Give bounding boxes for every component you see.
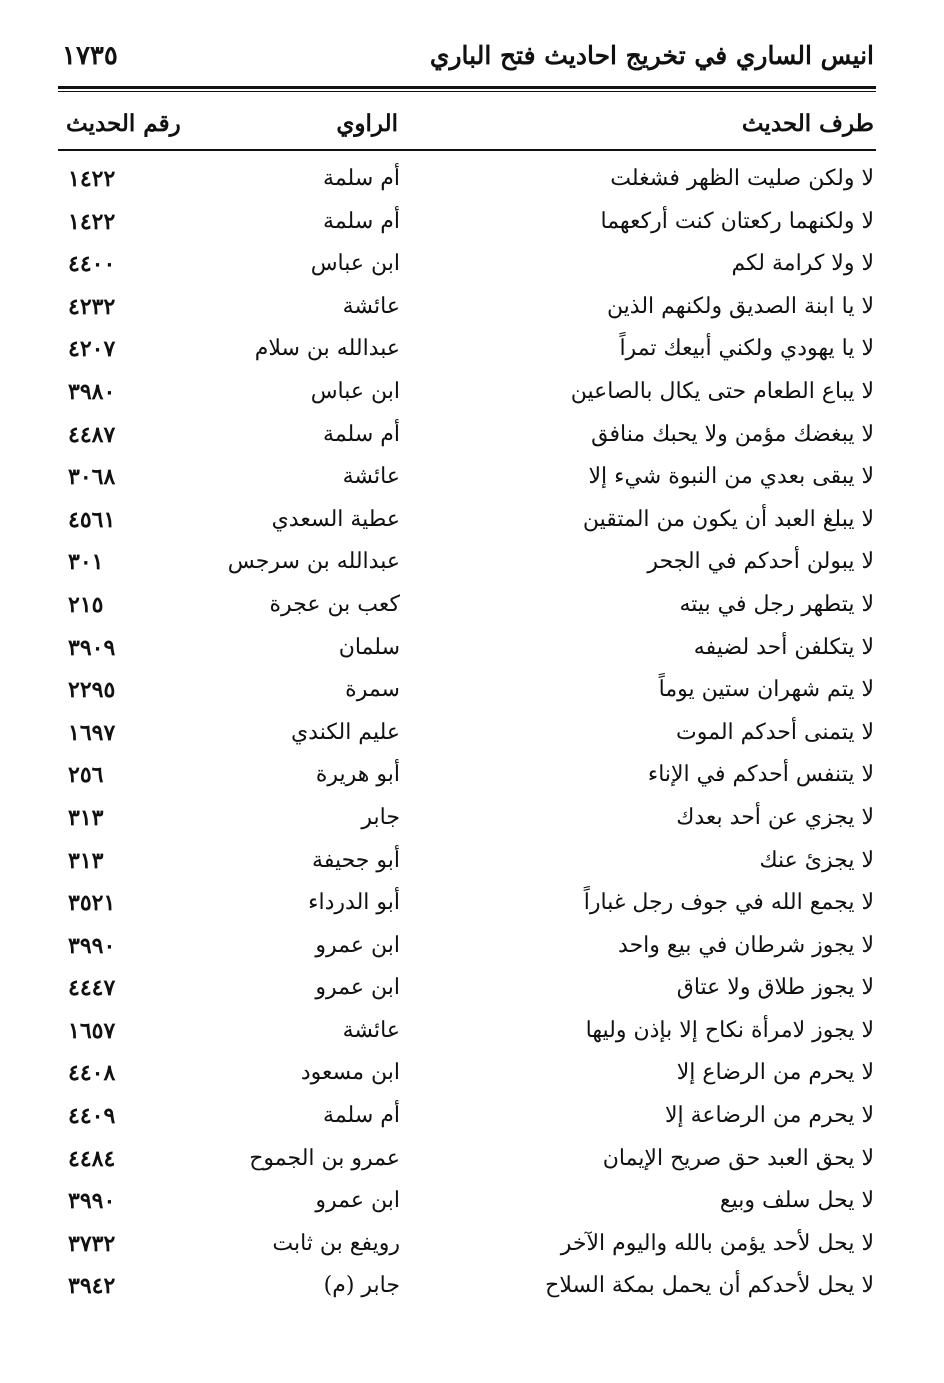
narrator: أم سلمة (323, 421, 400, 447)
narrator: أبو جحيفة (312, 847, 400, 873)
hadith-number: ١٦٩٧ (68, 719, 116, 746)
table-row (0, 1052, 944, 1095)
table-row (0, 456, 944, 499)
narrator: رويفع بن ثابت (272, 1230, 400, 1256)
table-row (0, 584, 944, 627)
narrator: أم سلمة (323, 208, 400, 234)
hadith-number: ٢١٥ (68, 591, 104, 618)
hadith-number: ٣١٣ (68, 847, 104, 874)
hadith-number: ٤٥٦١ (68, 506, 116, 533)
hadith-phrase: لا يباع الطعام حتى يكال بالصاعين (570, 378, 874, 404)
table-row (0, 1223, 944, 1266)
hadith-phrase: لا يجزي عن أحد بعدك (676, 804, 874, 830)
hadith-phrase: لا يتنفس أحدكم في الإناء (647, 762, 874, 788)
hadith-phrase: لا يحرم من الرضاعة إلا (664, 1103, 874, 1129)
hadith-number: ١٤٢٢ (68, 208, 116, 235)
hadith-phrase: لا يحل لأحدكم أن يحمل بمكة السلاح (545, 1273, 874, 1299)
hadith-phrase: لا يجوز شرطان في بيع واحد (618, 932, 874, 958)
hadith-phrase: لا يبولن أحدكم في الجحر (647, 549, 874, 575)
hadith-phrase: لا يحل سلف وبيع (719, 1188, 874, 1214)
hadith-phrase: لا يتمنى أحدكم الموت (676, 719, 874, 745)
narrator: عليم الكندي (290, 719, 400, 745)
hadith-phrase: لا ولكن صليت الظهر فشغلت (610, 166, 874, 191)
table-row (0, 1010, 944, 1053)
column-header-rule (58, 149, 876, 151)
hadith-number: ٣٧٣٢ (68, 1230, 116, 1257)
hadith-number: ٣٩٠٩ (68, 634, 116, 661)
hadith-phrase: لا يبلغ العبد أن يكون من المتقين (582, 506, 874, 532)
hadith-number: ٤٤٨٧ (68, 421, 116, 448)
narrator: أم سلمة (323, 166, 400, 191)
table-row (0, 1138, 944, 1181)
table-row (0, 243, 944, 286)
hadith-phrase: لا يجزئ عنك (759, 847, 874, 873)
page-number: ١٧٣٥ (62, 41, 118, 71)
hadith-number: ٣٩٨٠ (68, 378, 116, 405)
table-row (0, 669, 944, 712)
table-row (0, 1180, 944, 1223)
table-row (0, 499, 944, 542)
hadith-number: ٣١٣ (68, 804, 104, 831)
narrator: عائشة (342, 1017, 400, 1043)
hadith-phrase: لا يا ابنة الصديق ولكنهم الذين (606, 293, 874, 319)
hadith-phrase: لا يا يهودي ولكني أبيعك تمراً (619, 336, 874, 362)
narrator: أبو الدرداء (308, 890, 400, 916)
narrator: عمرو بن الجموح (249, 1145, 400, 1171)
hadith-number: ٤٤٠٠ (68, 251, 116, 278)
hadith-phrase: لا ولكنهما ركعتان كنت أركعهما (600, 208, 874, 234)
hadith-phrase: لا يتكلفن أحد لضيفه (693, 634, 874, 660)
narrator: ابن عمرو (315, 932, 400, 958)
narrator: ابن عمرو (315, 1188, 400, 1214)
narrator: عطية السعدي (271, 506, 400, 532)
narrator: سلمان (338, 634, 400, 660)
table-row (0, 882, 944, 925)
table-row (0, 414, 944, 457)
hadith-phrase: لا يتم شهران ستين يوماً (658, 677, 874, 703)
hadith-number: ٤٢٠٧ (68, 336, 116, 363)
narrator: ابن عباس (310, 378, 400, 404)
table-row (0, 967, 944, 1010)
table-row (0, 286, 944, 329)
narrator: عائشة (342, 293, 400, 319)
narrator: عبدالله بن سرجس (227, 549, 400, 575)
column-header-hadith: طرف الحديث (741, 110, 874, 137)
table-row (0, 797, 944, 840)
column-header-number: رقم الحديث (66, 110, 181, 137)
hadith-number: ٣٠٦٨ (68, 464, 116, 491)
narrator: عائشة (342, 464, 400, 490)
hadith-phrase: لا يحرم من الرضاع إلا (676, 1060, 874, 1086)
table-row (0, 1265, 944, 1308)
narrator: ابن عباس (310, 251, 400, 277)
table-row (0, 371, 944, 414)
hadith-number: ٤٤٠٨ (68, 1060, 116, 1087)
hadith-number: ٣٥٢١ (68, 890, 116, 917)
narrator: أبو هريرة (315, 762, 400, 788)
table-row (0, 754, 944, 797)
narrator: أم سلمة (323, 1103, 400, 1129)
table-row (0, 1095, 944, 1138)
hadith-phrase: لا يحق العبد حق صريح الإيمان (602, 1145, 874, 1171)
table-row (0, 925, 944, 968)
running-header (62, 34, 874, 78)
table-row (0, 840, 944, 883)
narrator: عبدالله بن سلام (254, 336, 400, 362)
hadith-phrase: لا يبقى بعدي من النبوة شيء إلا (588, 464, 874, 490)
hadith-number: ٤٢٣٢ (68, 293, 116, 320)
table-row (0, 158, 944, 201)
hadith-number: ٢٥٦ (68, 762, 104, 789)
header-rule (58, 86, 876, 92)
table-row (0, 627, 944, 670)
book-title: انيس الساري في تخريج احاديث فتح الباري (429, 41, 874, 70)
hadith-number: ٣٩٤٢ (68, 1273, 116, 1300)
hadith-number: ٣٠١ (68, 549, 104, 576)
hadith-phrase: لا ولا كرامة لكم (731, 251, 874, 277)
narrator: كعب بن عجرة (269, 591, 400, 617)
narrator: جابر (م) (323, 1273, 400, 1299)
hadith-number: ٣٩٩٠ (68, 1188, 116, 1215)
hadith-number: ٢٢٩٥ (68, 677, 116, 704)
hadith-phrase: لا يجوز لامرأة نكاح إلا بإذن وليها (585, 1017, 874, 1043)
narrator: ابن مسعود (300, 1060, 400, 1086)
hadith-index-table (0, 158, 944, 1308)
hadith-number: ٣٩٩٠ (68, 932, 116, 959)
table-row (0, 201, 944, 244)
hadith-phrase: لا يجوز طلاق ولا عتاق (676, 975, 874, 1001)
column-header-narrator: الراوي (336, 110, 398, 137)
narrator: سمرة (345, 677, 400, 703)
hadith-number: ٤٤٨٤ (68, 1145, 116, 1172)
table-row (0, 541, 944, 584)
narrator: ابن عمرو (315, 975, 400, 1001)
narrator: جابر (361, 804, 400, 830)
table-row (0, 712, 944, 755)
hadith-number: ٤٤٤٧ (68, 975, 116, 1002)
hadith-number: ١٤٢٢ (68, 166, 116, 192)
hadith-phrase: لا يجمع الله في جوف رجل غباراً (583, 890, 874, 916)
hadith-phrase: لا يتطهر رجل في بيته (679, 591, 874, 617)
hadith-phrase: لا يبغضك مؤمن ولا يحبك منافق (591, 421, 874, 447)
hadith-phrase: لا يحل لأحد يؤمن بالله واليوم الآخر (560, 1230, 874, 1256)
hadith-number: ٤٤٠٩ (68, 1103, 116, 1130)
hadith-number: ١٦٥٧ (68, 1017, 116, 1044)
table-row (0, 328, 944, 371)
